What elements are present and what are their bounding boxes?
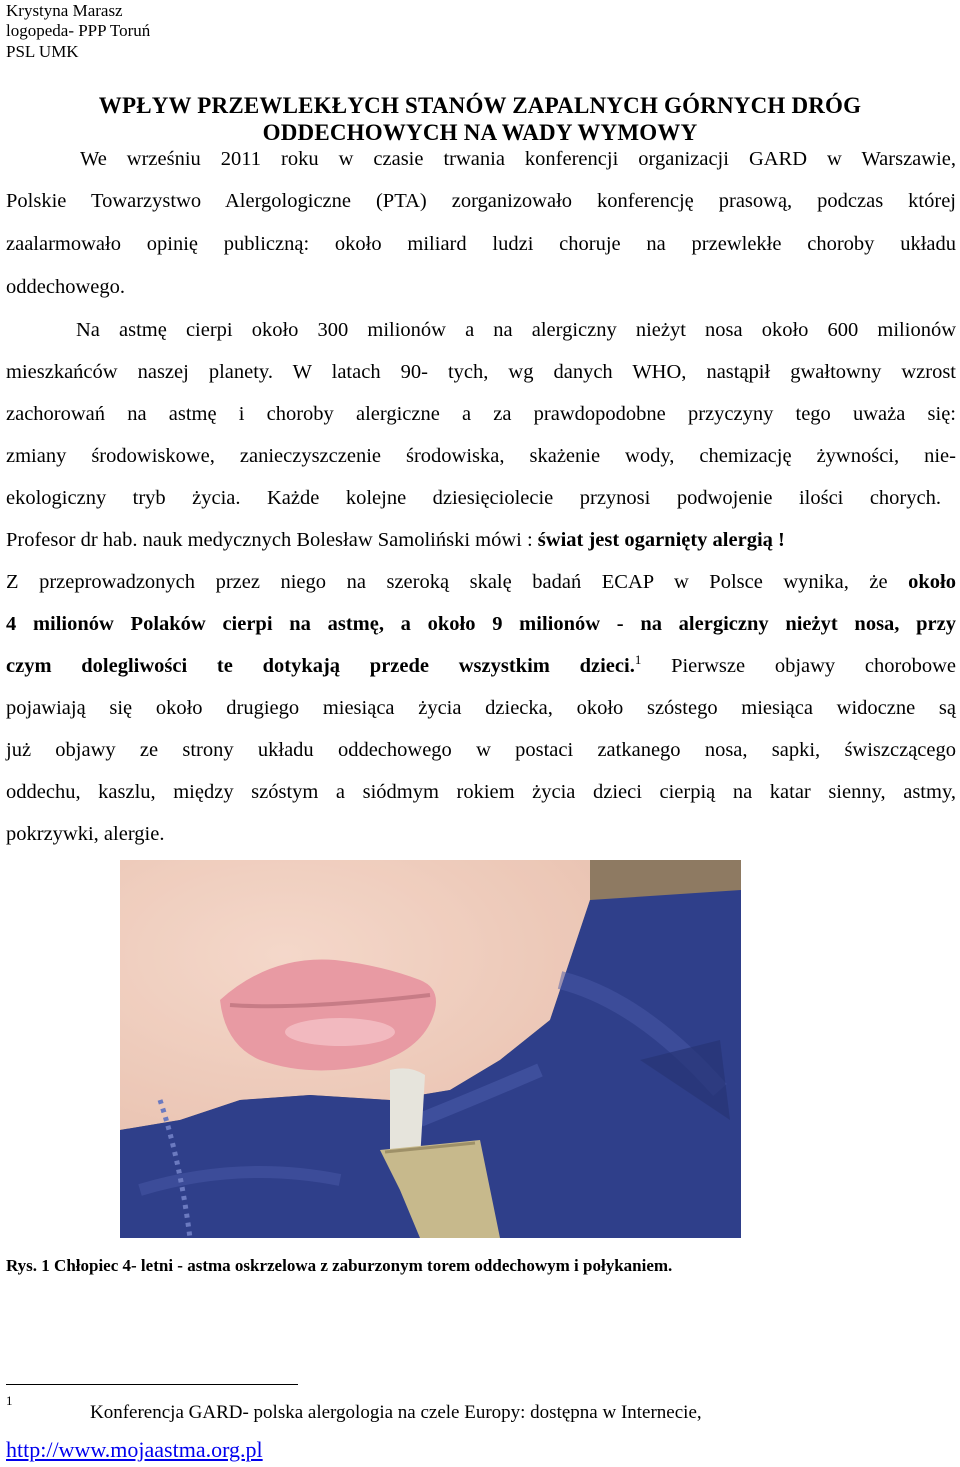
footnote-link[interactable]: http://www.mojaastma.org.pl <box>6 1437 263 1462</box>
body-line: 4 milionów Polaków cierpi na astmę, a około 9 milionów - na alergiczny nieżyt nosa, przy <box>6 613 956 635</box>
body-line <box>6 358 956 386</box>
body-line <box>6 526 956 554</box>
author-unit: PSL UMK <box>6 42 79 61</box>
body-text: W latach 90- tych, wg danych WHO, nastąpił gwałtowny wzrost <box>272 361 957 383</box>
body-line: zmiany środowiskowe, zanieczyszczenie środowiska, skażenie wody, chemizację żywności, nie- <box>6 445 956 467</box>
body-text: Profesor dr hab. <box>6 529 138 551</box>
author-name: Krystyna Marasz <box>6 1 123 20</box>
footnote-divider <box>6 1384 298 1385</box>
document-title-line-1: WPŁYW PRZEWLEKŁYCH STANÓW ZAPALNYCH GÓRNYCH DRÓG <box>98 93 862 118</box>
body-line: pojawiają się około drugiego miesiąca życia dziecka, około szóstego miesiąca widoczne są <box>6 697 956 719</box>
body-line <box>6 568 956 596</box>
figure-caption: Rys. 1 Chłopiec 4- letni - astma oskrzelowa z zaburzonym torem oddechowym i połykaniem. <box>6 1256 673 1275</box>
document-title-line-2: ODDECHOWYCH NA WADY WYMOWY <box>262 120 698 145</box>
body-text: mieszkańców naszej planety. <box>6 361 273 383</box>
body-line: Polskie Towarzystwo Alergologiczne (PTA) zorganizowało konferencję prasową, podczas której <box>6 190 956 212</box>
child-photo <box>120 860 741 1238</box>
bold-text: około <box>908 571 956 593</box>
body-line: już objawy ze strony układu oddechowego w postaci zatkanego nosa, sapki, świszczącego <box>6 739 956 761</box>
footnote-ref: 1 <box>634 652 642 668</box>
body-line: zaalarmowało opinię publiczną: około miliard ludzi choruje na przewlekłe choroby układu <box>6 233 956 255</box>
body-line: pokrzywki, alergie. <box>6 823 165 845</box>
body-line: oddechu, kaszlu, między szóstym a siódmym rokiem życia dzieci cierpią na katar sienny, astmy, <box>6 781 956 803</box>
body-text: nauk medycznych Bolesław Samoliński mówi : <box>137 529 538 551</box>
footnote-text: Konferencja GARD- polska alergologia na czele Europy: dostępna w Internecie, <box>90 1402 702 1423</box>
bold-quote: świat jest ogarnięty alergią ! <box>537 529 785 551</box>
bold-text: czym dolegliwości te dotykają przede wszystkim dzieci. <box>6 655 635 677</box>
footnote-number: 1 <box>6 1393 13 1408</box>
body-line <box>6 652 956 680</box>
body-text: Pierwsze objawy chorobowe <box>641 655 956 677</box>
author-position: logopeda- PPP Toruń <box>6 21 151 40</box>
body-line: zachorowań na astmę i choroby alergiczne a za prawdopodobne przyczyny tego uważa się: <box>6 403 956 425</box>
body-line: Na astmę cierpi około 300 milionów a na alergiczny nieżyt nosa około 600 milionów <box>76 319 956 341</box>
child-photo-illustration <box>120 860 741 1238</box>
body-text: Z przeprowadzonych przez niego na szeroką skalę badań ECAP w Polsce wynika, że <box>6 571 909 593</box>
body-line: We wrześniu 2011 roku w czasie trwania konferencji organizacji GARD w Warszawie, <box>80 148 956 170</box>
body-line: ekologiczny tryb życia. Każde kolejne dziesięciolecie przynosi podwojenie ilości chorych. <box>6 487 941 509</box>
body-line: oddechowego. <box>6 276 125 298</box>
